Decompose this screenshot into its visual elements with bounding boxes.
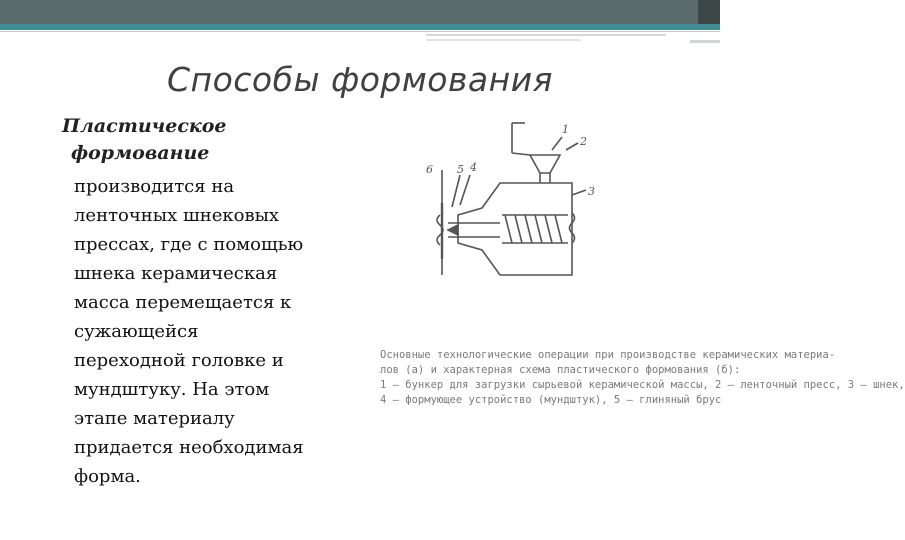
figure-label-2: 2 <box>580 135 587 148</box>
figure-label-5: 5 <box>457 163 464 176</box>
caption-line: Основные технологические операции при производстве керамических материа- <box>380 349 836 361</box>
leader-line-5 <box>452 175 460 207</box>
caption-line: 1 – бункер для загрузки сырьевой керамической массы, 2 – ленточный пресс, 3 – шнек, <box>380 379 905 391</box>
decorative-line <box>426 39 581 41</box>
figure-caption <box>380 348 905 408</box>
press-body <box>458 183 572 275</box>
accent-line <box>0 24 720 30</box>
body-line: переходной головке и <box>74 350 284 371</box>
feed-pipe-bottom <box>512 153 530 155</box>
leader-line-3 <box>572 190 586 195</box>
divider-line <box>0 31 720 32</box>
subtitle-line: формование <box>71 142 210 164</box>
body-line: придается необходимая <box>74 437 304 458</box>
screw-coil <box>505 215 562 243</box>
body-line: форма. <box>74 466 141 487</box>
decorative-line <box>426 34 666 36</box>
body-line: производится на <box>74 176 235 197</box>
figure-label-4: 4 <box>470 161 477 174</box>
caption-line: 4 – формующее устройство (мундштук), 5 – глиняный брус <box>380 394 722 406</box>
hopper <box>530 155 560 173</box>
body-line: прессах, где с помощью <box>74 234 304 255</box>
body-line: этапе материалу <box>74 408 235 429</box>
figure-label-6: 6 <box>426 163 433 176</box>
caption-line: лов (а) и характерная схема пластического формования (б): <box>380 364 741 376</box>
body-line: ленточных шнековых <box>74 205 280 226</box>
slide-subtitle <box>62 113 322 167</box>
extrusion-press-diagram <box>340 115 905 485</box>
leader-line-4 <box>460 175 470 205</box>
subtitle-line: Пластическое <box>62 115 227 137</box>
top-bar <box>0 0 720 24</box>
slide-title: Способы формования <box>166 60 554 99</box>
body-line: масса перемещается к <box>74 292 292 313</box>
body-line: мундштуку. На этом <box>74 379 270 400</box>
leader-line-1 <box>552 137 562 150</box>
top-bar-corner <box>698 0 720 24</box>
flow-arrow <box>448 225 458 235</box>
figure-label-1: 1 <box>562 123 569 136</box>
slide-body-text <box>74 172 346 491</box>
body-line: сужающейся <box>74 321 199 342</box>
figure-label-3: 3 <box>588 185 595 198</box>
body-line: шнека керамическая <box>74 263 278 284</box>
decorative-line <box>690 40 720 43</box>
leader-line-2 <box>566 143 578 150</box>
